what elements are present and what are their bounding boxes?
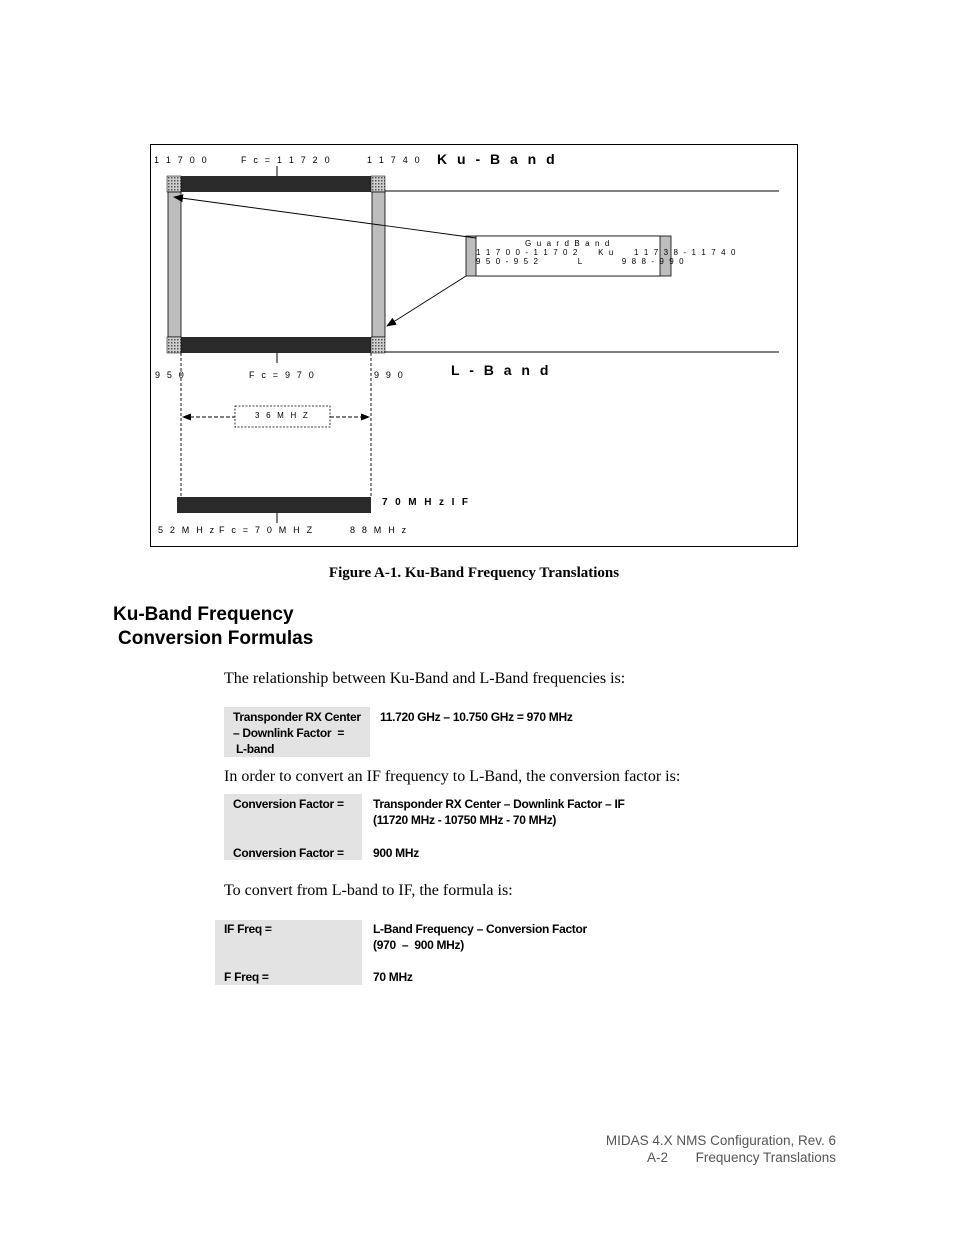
if-low-label: 5 2 M H z xyxy=(158,525,217,535)
l-guard-right xyxy=(371,337,385,353)
intro-paragraph-2: In order to convert an IF frequency to L-Band, the conversion factor is: xyxy=(224,768,681,785)
table1-left-line1: Transponder RX Center xyxy=(233,710,361,724)
table2-row1-right-line1: Transponder RX Center – Downlink Factor – IF xyxy=(373,797,625,811)
table2-row2-left: Conversion Factor = xyxy=(233,846,344,860)
ku-high-label: 1 1 7 4 0 xyxy=(367,155,422,165)
if-center-label: F c = 7 0 M H Z xyxy=(219,525,315,535)
intro-paragraph-3: To convert from L-band to IF, the formula is: xyxy=(224,882,513,899)
table2-row1-right xyxy=(373,796,625,828)
footer-chapter: Frequency Translations xyxy=(695,1150,836,1165)
table3-row1-right-line1: L-Band Frequency – Conversion Factor xyxy=(373,922,587,936)
if-high-label: 8 8 M H z xyxy=(350,525,409,535)
table1-left-text xyxy=(233,709,373,757)
table2-row1-left: Conversion Factor = xyxy=(233,797,344,811)
left-column xyxy=(168,192,181,337)
guard-band-line1: 1 1 7 0 0 - 1 1 7 0 2 K u 1 1 7 3 8 - 1 1 7 4 0 xyxy=(476,248,737,257)
footer-page-number: A-2 xyxy=(646,1150,668,1165)
ku-guard-left xyxy=(167,176,181,192)
right-column xyxy=(372,192,385,337)
table1-right-text: 11.720 GHz – 10.750 GHz = 970 MHz xyxy=(380,710,573,724)
l-center-label: F c = 9 7 0 xyxy=(249,370,316,380)
section-heading-line1: Ku-Band Frequency xyxy=(113,604,294,625)
ku-center-label: F c = 1 1 7 2 0 xyxy=(241,155,332,165)
l-low-label: 9 5 0 xyxy=(155,370,187,380)
frequency-diagram xyxy=(0,0,954,600)
table1-left-line3: L-band xyxy=(236,742,275,756)
ku-band-bar xyxy=(167,176,385,192)
section-heading-line2: Conversion Formulas xyxy=(118,628,314,649)
table2-row2-right: 900 MHz xyxy=(373,846,419,860)
intro-paragraph-1: The relationship between Ku-Band and L-Band frequencies is: xyxy=(224,670,626,687)
ku-band-title: K u - B a n d xyxy=(437,151,558,167)
ku-guard-right xyxy=(371,176,385,192)
table3-row1-left: IF Freq = xyxy=(224,922,272,936)
l-guard-left xyxy=(167,337,181,353)
arrow-to-l-guard xyxy=(387,276,466,326)
table3-row1-right-line2: (970 – 900 MHz) xyxy=(373,938,464,952)
table1-left-line2: – Downlink Factor = xyxy=(233,726,345,740)
table3-row2-right: 70 MHz xyxy=(373,970,413,984)
section-heading xyxy=(113,603,313,651)
bandwidth-label: 3 6 M H Z xyxy=(255,411,310,420)
ku-low-label: 1 1 7 0 0 xyxy=(154,155,209,165)
if-band-title: 7 0 M H z I F xyxy=(382,497,471,508)
table3-row1-right xyxy=(373,921,587,953)
footer-title: MIDAS 4.X NMS Configuration, Rev. 6 xyxy=(605,1133,836,1148)
arrow-to-ku-guard xyxy=(174,197,476,238)
if-band-bar xyxy=(177,497,371,513)
l-high-label: 9 9 0 xyxy=(374,370,406,380)
figure-caption: Figure A-1. Ku-Band Frequency Translations xyxy=(328,565,620,581)
table2-row1-right-line2: (11720 MHz - 10750 MHz - 70 MHz) xyxy=(373,813,557,827)
table3-row2-left: F Freq = xyxy=(224,970,269,984)
guard-band-line2: 9 5 0 - 9 5 2 L 9 8 8 - 9 9 0 xyxy=(476,257,686,266)
l-band-bar xyxy=(167,337,385,353)
l-band-title: L - B a n d xyxy=(451,362,552,378)
guard-band-title: G u a r d B a n d xyxy=(525,239,611,248)
